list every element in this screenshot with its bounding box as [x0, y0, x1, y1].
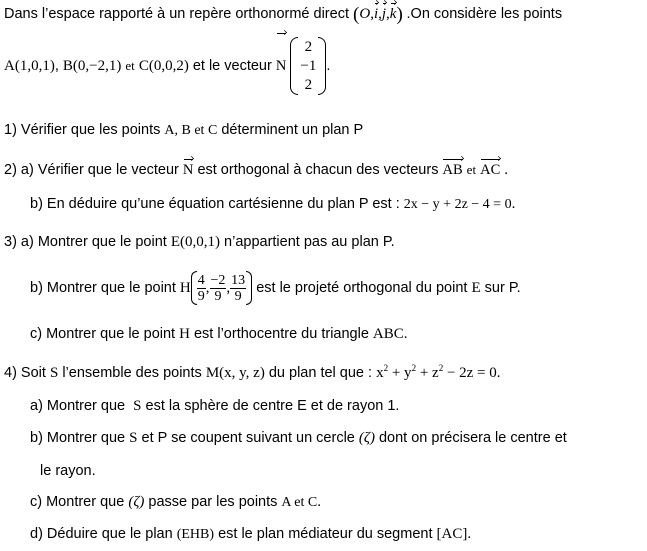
- vector-N-components: [290, 34, 326, 98]
- triangle-ABC: ABC: [372, 326, 404, 342]
- intro-line-1: [4, 4, 562, 25]
- q2b-text: b) En déduire qu’une équation cartésienne du plan P est :: [30, 196, 400, 212]
- q4d-rest: est le plan médiateur du segment: [218, 526, 433, 542]
- circle-zeta: (ζ): [358, 430, 375, 446]
- question-4: [4, 358, 501, 383]
- H-z-num: 13: [231, 272, 246, 288]
- H-comma-2: ,: [226, 280, 231, 297]
- q3c-dot: .: [403, 326, 408, 342]
- q3c-rest: est l’orthocentre du triangle: [193, 326, 369, 342]
- q4b-S: S: [129, 430, 138, 446]
- intro-text-b: .On considère les points: [406, 6, 563, 22]
- q1-rest: déterminent un plan P: [221, 122, 364, 138]
- vector-N: N: [276, 34, 286, 98]
- point-H: H: [179, 280, 191, 296]
- H-x-den: 9: [197, 288, 205, 304]
- separator: ,: [54, 58, 59, 74]
- plane-EHB: (EHB): [176, 527, 215, 542]
- question-4d: [30, 524, 471, 545]
- question-4c: [30, 492, 321, 513]
- question-2b: [30, 194, 515, 215]
- q4a-text: a) Montrer que: [30, 398, 126, 414]
- H-z-den: 9: [234, 288, 242, 304]
- q4a-rest: est la sphère de centre E et de rayon 1.: [145, 398, 400, 414]
- intro-text-vector: et le vecteur: [192, 58, 272, 74]
- q3c-H: H: [179, 326, 190, 342]
- N-comp-2: −1: [300, 57, 317, 74]
- question-3b: [30, 266, 521, 310]
- sphere-equation: $x^2 + y^2 + z^2 - 2z = 0$.: [376, 363, 501, 381]
- q4-text: 4) Soit: [4, 365, 46, 381]
- q2b-dot: .: [511, 196, 516, 212]
- q3b-rest2: sur P.: [484, 280, 521, 296]
- q3b-text: b) Montrer que le point: [30, 280, 176, 296]
- q4c-zeta: (ζ): [128, 494, 145, 510]
- q4-rest2: du plan tel que :: [268, 365, 373, 381]
- q4b-line2: le rayon.: [40, 463, 96, 479]
- point-A: A(1,0,1): [4, 58, 55, 74]
- q1-points: A, B et C: [164, 123, 218, 138]
- question-3c: [30, 324, 408, 344]
- vector-AB: AB: [442, 162, 463, 178]
- intro-text-a: Dans l’espace rapporté à un repère orthonormé direct: [4, 6, 349, 22]
- q4b-text: b) Montrer que: [30, 430, 126, 446]
- q1-text: 1) Vérifier que les points: [4, 122, 161, 138]
- H-x-num: 4: [197, 272, 205, 288]
- q4c-rest: passe par les points: [148, 494, 278, 510]
- segment-AC: [AC]: [436, 526, 468, 542]
- q2a-text: 2) a) Vérifier que le vecteur: [4, 162, 179, 178]
- point-B: B(0,−2,1): [62, 58, 122, 74]
- point-C: C(0,0,2): [138, 58, 189, 74]
- question-2a: [4, 160, 508, 180]
- question-4b: [30, 428, 567, 448]
- et-word: et: [125, 58, 135, 73]
- q4d-text: d) Déduire que le plan: [30, 526, 173, 542]
- intro-end-dot: .: [326, 58, 331, 74]
- frame-notation: (O,i,j,k): [353, 4, 403, 25]
- q2a-vector-N: N: [182, 162, 194, 178]
- q3b-E: E: [471, 280, 481, 296]
- plane-equation: 2x − y + 2z − 4 = 0: [403, 197, 512, 212]
- question-1: [4, 120, 363, 141]
- q3c-text: c) Montrer que le point: [30, 326, 176, 342]
- q4-S: S: [49, 365, 59, 381]
- intro-line-2: [4, 34, 330, 98]
- q4d-dot: .: [467, 526, 472, 542]
- H-y-den: 9: [214, 288, 222, 304]
- N-comp-3: 2: [304, 76, 313, 93]
- point-M: M(x, y, z): [205, 365, 265, 381]
- N-comp-1: 2: [304, 38, 313, 55]
- q4a-S: S: [133, 398, 142, 414]
- q4b-rest: et P se coupent suivant un cercle: [141, 430, 355, 446]
- q3a-rest: n’appartient pas au plan P.: [224, 234, 395, 250]
- q4b-rest2: dont on précisera le centre et: [378, 430, 567, 446]
- question-4a: [30, 396, 399, 416]
- H-y-num: −2: [210, 272, 226, 288]
- vector-AC: AC: [480, 162, 501, 178]
- q2a-rest: est orthogonal à chacun des vecteurs: [197, 162, 439, 178]
- q4-rest: l’ensemble des points: [62, 365, 202, 381]
- q4c-text: c) Montrer que: [30, 494, 125, 510]
- point-E: E(0,0,1): [170, 234, 220, 250]
- question-4b-line-2: [40, 461, 96, 481]
- q2a-dot: .: [504, 162, 509, 178]
- H-comma-1: ,: [205, 280, 210, 297]
- q3b-rest: est le projeté orthogonal du point: [256, 280, 468, 296]
- question-3a: [4, 232, 395, 252]
- q3a-text: 3) a) Montrer que le point: [4, 234, 167, 250]
- q2a-et: et: [466, 162, 477, 177]
- point-H-coords: [191, 266, 252, 310]
- q4c-dot: .: [317, 494, 321, 510]
- q4c-points: A et C: [281, 495, 318, 510]
